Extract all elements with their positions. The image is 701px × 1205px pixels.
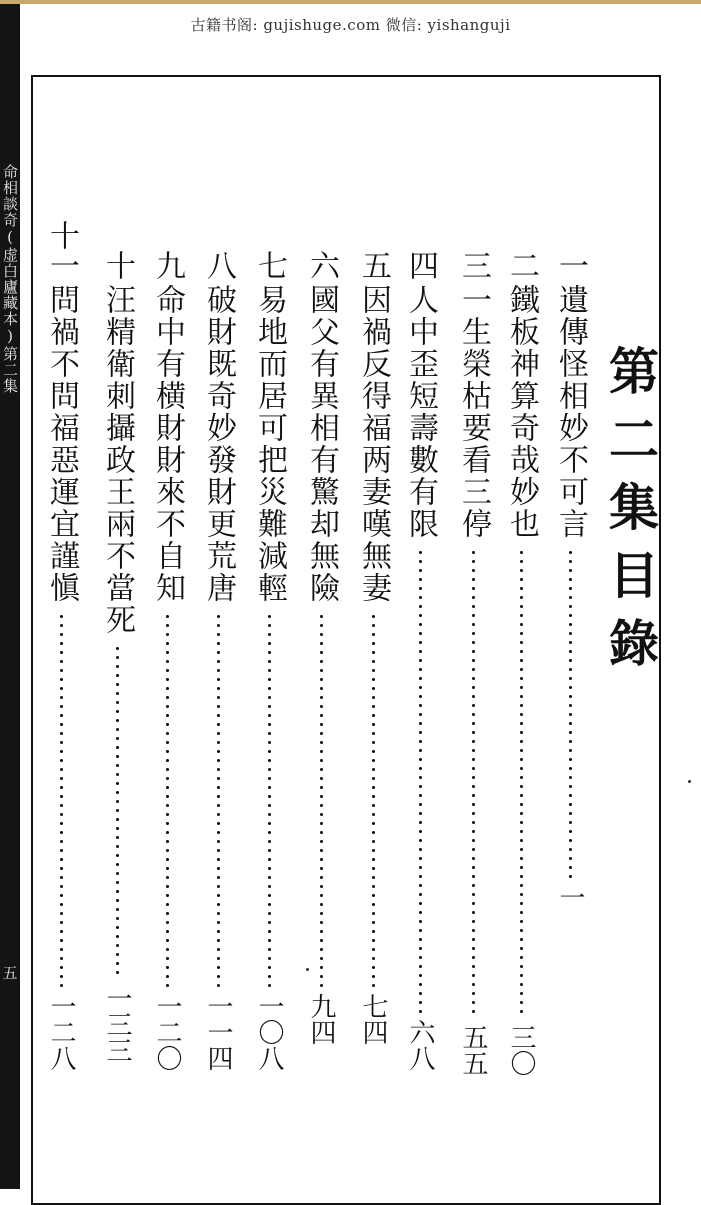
entry-page: 一二八 xyxy=(46,993,76,1071)
toc-entry xyxy=(199,188,237,1071)
entry-number: 九 xyxy=(150,250,185,280)
dot-leader xyxy=(268,612,271,987)
dot-leader xyxy=(569,548,572,878)
entry-title: 破財既奇妙發財更荒唐 xyxy=(201,284,236,604)
entry-number: 七 xyxy=(252,250,287,280)
toc-entry xyxy=(98,188,136,1063)
dot-leader xyxy=(116,644,119,979)
scan-speck xyxy=(306,968,309,971)
dot-leader xyxy=(320,612,323,987)
entry-page: 一三三 xyxy=(102,985,132,1063)
site-watermark: 古籍书阁: gujishuge.com 微信: yishanguji xyxy=(190,16,511,34)
entry-page: 五五 xyxy=(458,1024,488,1076)
scan-speck xyxy=(688,780,691,783)
spine-title: 命相談奇(虚白廬藏本)第二集 xyxy=(1,164,19,394)
entry-page: 六八 xyxy=(405,1019,435,1071)
dot-leader xyxy=(372,612,375,987)
entry-number: 四 xyxy=(403,250,438,280)
dot-leader xyxy=(217,612,220,987)
toc-entry xyxy=(250,188,288,1071)
entry-page: 九四 xyxy=(306,993,336,1045)
spine-page-number: 五 xyxy=(2,964,18,982)
entry-page: 一〇八 xyxy=(254,993,284,1071)
entry-title: 人中歪短壽數有限 xyxy=(403,284,438,540)
dot-leader xyxy=(472,548,475,1018)
entry-title: 鐵板神算奇哉妙也 xyxy=(504,284,539,540)
entry-number: 八 xyxy=(201,250,236,280)
entry-title: 遺傳怪相妙不可言 xyxy=(553,284,588,540)
entry-title: 一生榮枯要看三停 xyxy=(456,284,491,540)
toc-heading: 第二集目錄 xyxy=(601,345,660,685)
entry-page: 一一四 xyxy=(203,993,233,1071)
entry-number: 五 xyxy=(356,250,391,280)
toc-entry xyxy=(502,188,540,1076)
entry-title: 命中有横財財來不自知 xyxy=(150,284,185,604)
entry-page: 一 xyxy=(555,884,585,910)
dot-leader xyxy=(60,612,63,987)
toc-entry xyxy=(302,188,340,1045)
book-spine xyxy=(0,4,20,1189)
entry-number: 十 xyxy=(100,250,135,280)
entry-title: 問禍不問福惡運宜謹愼 xyxy=(44,284,79,604)
entry-title: 因禍反得福两妻嘆無妻 xyxy=(356,284,391,604)
toc-entry xyxy=(42,188,80,1071)
toc-entry xyxy=(148,188,186,1071)
dot-leader xyxy=(166,612,169,987)
dot-leader xyxy=(419,548,422,1013)
entry-title: 易地而居可把災難減輕 xyxy=(252,284,287,604)
entry-page: 三〇 xyxy=(506,1024,536,1076)
toc-heading-column xyxy=(601,345,660,685)
toc-entry xyxy=(454,188,492,1076)
toc-entry xyxy=(551,188,589,910)
entry-title: 國父有異相有驚却無險 xyxy=(304,284,339,604)
toc-entry xyxy=(401,188,439,1071)
entry-number: 三 xyxy=(456,250,491,280)
top-accent-bar xyxy=(0,0,701,4)
entry-title: 汪精衛刺攝政王兩不當死 xyxy=(100,284,135,636)
entry-page: 一二〇 xyxy=(152,993,182,1071)
entry-number: 六 xyxy=(304,250,339,280)
entry-number: 一 xyxy=(553,250,588,280)
dot-leader xyxy=(520,548,523,1018)
toc-entry xyxy=(354,188,392,1045)
entry-number: 二 xyxy=(504,250,539,280)
entry-page: 七四 xyxy=(358,993,388,1045)
entry-number: 十一 xyxy=(44,220,79,280)
